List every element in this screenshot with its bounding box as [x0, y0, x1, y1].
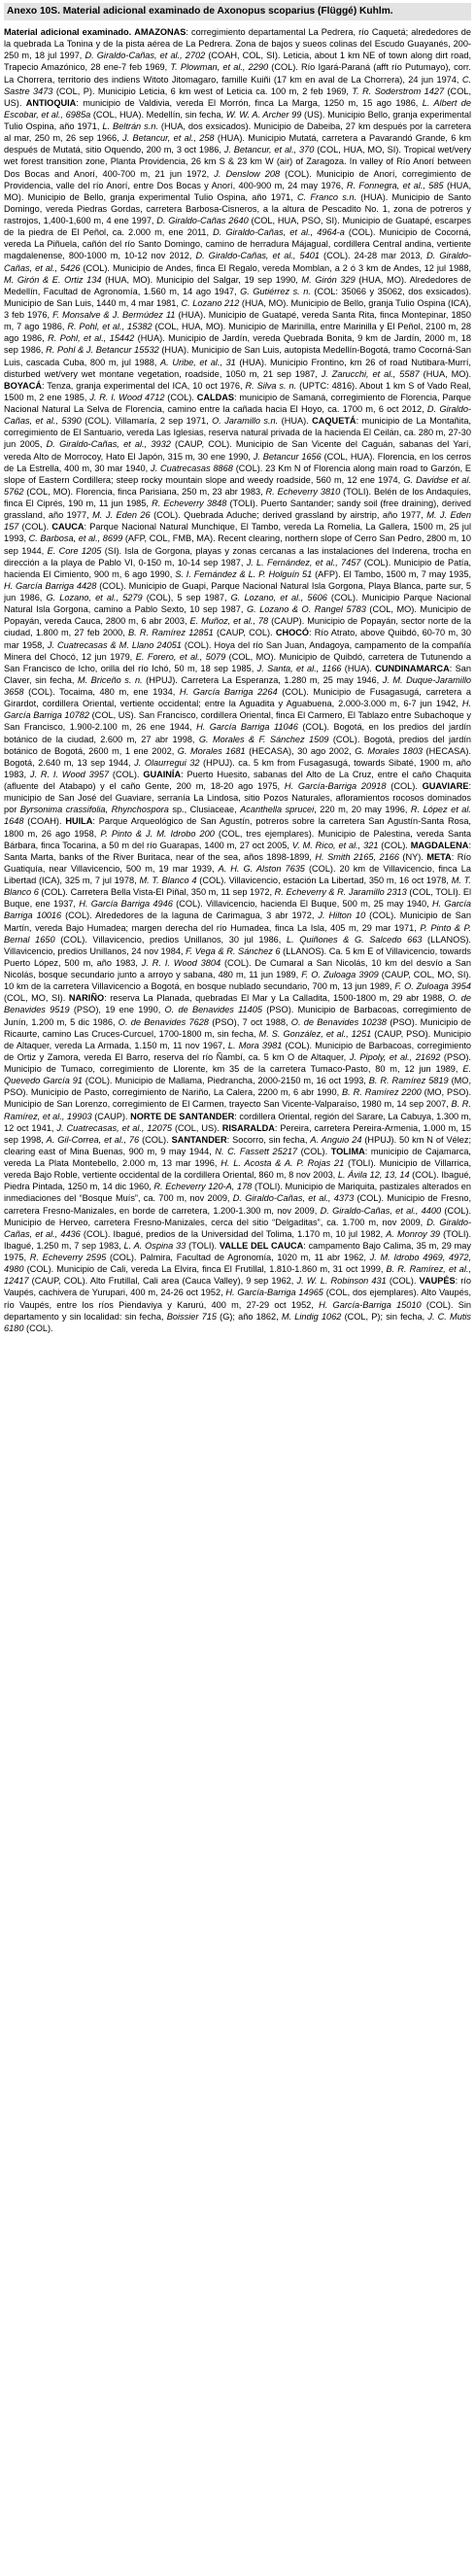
specimen-records [4, 27, 471, 1333]
collector-reference: D. Giraldo-Cañas, et al., 5426 [4, 251, 472, 273]
collector-reference: G. Lozano, et al., 5279 [46, 593, 143, 602]
collector-reference: T. R. Soderstrom 1427 [352, 86, 445, 96]
collector-reference: G. Morales 1803 [355, 745, 424, 756]
collector-reference: M. Girón & E. Ortiz 134 [4, 274, 102, 285]
collector-reference: O. Jaramillo s.n. [212, 416, 279, 427]
record-text: (COL). Municipio de Fresno, carretera Fresno-Manizales, en borde de carretera, 1.200-1.300 m, nov 2009, [4, 1193, 472, 1216]
record-text: (HPUJ). ca. 5 km from Fusagasugá, towards Sibaté, 1900 m, año 1983, [4, 757, 471, 779]
collector-reference: D. Giraldo-Cañas 2640 [156, 216, 249, 225]
collector-reference: J. Betancur, et al., 370 [223, 145, 315, 155]
collector-reference: D. Giraldo-Cañas, et al., 4400 [320, 1205, 442, 1216]
collector-reference: Acanthella sprucei [240, 805, 315, 815]
department-name: TOLIMA [330, 1146, 365, 1156]
record-text: (COL). [164, 392, 197, 402]
collector-reference: E. Quevedo García 91 [4, 1064, 471, 1086]
record-text: (CAUP, PSO). Municipio de Altaquer, vereda La Armada, 1.150 m, 11 nov 1967, [4, 1028, 472, 1050]
record-text: (COL). Municipio de Herveo, carretera Fresno-Manizales, cerca del sitio “Delgaditas”, ca. 1.700 m, nov 2009, [4, 1205, 471, 1227]
collector-reference: H. García-Barriga 20918 [284, 781, 387, 791]
collector-reference: G. Morales 1681 [177, 745, 246, 756]
collector-reference: H. L. Acosta & A. P. Rojas 21 [221, 1158, 345, 1168]
collector-reference: H. Smith 2165, 2166 [315, 851, 399, 862]
record-text: (COL, dos ejemplares). Alto Vaupés, río Vaupés, entre los ríos Piendaviya y Karurú, 400 m, 27-29 oct 1952, [4, 1288, 471, 1310]
record-text: : Río Guatiquía, near Villavicencio, 500 m, 19 mar 1939, [4, 851, 472, 874]
collector-reference: C. Sastre 3473 [4, 74, 471, 96]
record-text: (COL). Río Igará-Paraná (afft río Putumayo), corr. La Chorrera, territorio des indiens Witoto Jitomagaro, famille Kuiñi (17 km en aval de La Chorrera), 24 jun 1974, [4, 62, 471, 85]
record-text: (PSO), 7 oct 1988, [208, 1016, 291, 1027]
collector-reference: J. Zarucchi, et al., 5587 [321, 368, 420, 379]
record-text: sp., Clusiaceae, [168, 805, 241, 815]
record-text: (COL). Quebrada Aduche; derived grassland by airstrip, año 1977, [150, 510, 427, 521]
collector-reference: B. R. Ramírez, et al., 19903 [4, 1099, 471, 1121]
department-name: VAUPÉS [419, 1276, 456, 1287]
collector-reference: J. Cuatrecasas 8868 [151, 463, 233, 473]
record-text: (CAUP). Municipio de Popayán, sector norte de la ciudad, 1.800 m, 27 feb 2000, [4, 616, 471, 638]
collector-reference: C. Lozano 212 [181, 297, 240, 308]
record-text: (HUA, dos exsicados). Municipio de Dabeiba, 27 km después por la carretera al mar, 250 m, 26 sep 1966, [4, 121, 472, 144]
record-text: (CAUP, COL, MO, SI). 10 km de la carretera Villavicencio a Bogotá, en bosque nublado secundario, 700 m, 13 jun 1989, [4, 970, 471, 992]
record-text: (HPUJ). 50 km N of Vélez; clearing east of Mina Buenas, 900 m, 9 may 1944, [4, 1134, 472, 1156]
department-name: SANTANDER [171, 1134, 227, 1145]
record-text: (COL, TOLI). El Buque, ene 1937, [4, 887, 471, 910]
collector-reference: J. M. Idrobo 4969, 4972, 4980 [4, 1253, 472, 1275]
record-text: (COL, HUA, PSO, SI). Municipio de Guatapé, escarpes de la piedra de El Peñol, ca. 2.000 m, ene 2011, [4, 216, 471, 238]
collector-reference: Byrsonima crassifolia, Rhynchospora [19, 805, 169, 815]
collector-reference: E. Core 1205 [47, 545, 102, 556]
collector-reference: M. J. Eden 157 [4, 510, 471, 532]
collector-reference: C. Barbosa, et al., 8699 [28, 533, 123, 544]
collector-reference: D. Giraldo-Cañas, et al., 5401 [195, 251, 320, 261]
collector-reference: B. R. Ramírez 5819 [368, 1076, 449, 1086]
record-text: (COL, P). Municipio Leticia, 6 km west of Leticia ca. 100 m, 2 feb 1969, [52, 86, 353, 96]
record-text: (COAH). [23, 816, 66, 827]
collector-reference: D. Giraldo-Cañas, et al., 3932 [46, 439, 171, 450]
record-text: (PSO). Municipio de Ricaurte, camino Las Cruces-Curcuel, 1700-1800 m, sin fecha, [4, 1016, 471, 1039]
collector-reference: M. Briceño s. n. [77, 674, 143, 685]
record-text: (COL). [386, 1276, 420, 1287]
record-text: (COL, HUA). Florencia, en los cerros de La Estrella, 400 m, 30 mar 1940, [4, 451, 471, 473]
department-name: AMAZONAS [134, 27, 187, 37]
collector-reference: P. Pinto & P. Bernal 1650 [4, 922, 472, 945]
department-name: NORTE DE SANTANDER [130, 1111, 235, 1121]
collector-reference: H. García Barriga 10016 [4, 899, 472, 921]
record-text: : municipio de Valdivia, vereda El Morrón, finca La Marga, 1250 m, 15 ago 1986, [76, 97, 423, 108]
record-text: (COL). [109, 769, 144, 779]
collector-reference: H. García Barriga 4428 [4, 580, 97, 591]
record-text: (COL). Villavicencio, hacienda El Buque, 500 m, 25 may 1940, [172, 899, 432, 910]
collector-reference: L. Ávila 12, 13, 14 [337, 1170, 410, 1181]
record-text: : río Vaupés, cachivera de Yurupari, 400 m, 24-26 oct 1952, [4, 1276, 472, 1298]
record-text: (HUA, MO). [419, 368, 472, 379]
record-text: : municipio de Samaná, corregimiento de Florencia, Parque Nacional Natural La Selva de Florencia, camino entre la cañada hacia El Hoyo, ca. 1700 m, 6 oct 2012, [4, 392, 472, 414]
record-text: (COL). Municipio de Barbacoas, corregimiento de Ortiz y Zamora, vereda El Barro, reserva del río Ñambí, ca. 5 km O de Altaquer, [4, 1040, 472, 1062]
collector-reference: J. R. I. Wood 4712 [89, 392, 165, 402]
collector-reference: H. García-Barriga 15010 [319, 1299, 422, 1310]
record-text: (COL). Municipio Parque Nacional Natural Isla Gorgona, camino a Pablo Sexto, 10 sep 1987, [4, 593, 471, 615]
collector-reference: A. H. G. Alston 7635 [218, 863, 305, 874]
record-text: (COL: 35066 y 35062, dos exsicados). Municipio de San Luis, 1440 m, 4 mar 1981, [4, 286, 472, 308]
collector-reference: M. T. Blanco 4 [139, 876, 197, 885]
collector-reference: R. Silva s. n. [245, 380, 297, 391]
record-text: (COL). De Cumaral a San Nicolás, 10 km del desvío a San Nicolás, bosque secundario junto a arroyo y sabana, 480 m, 11 jun 1989, [4, 957, 472, 979]
record-text: : Tenza, granja experimental del ICA, 10 oct 1976, [41, 380, 246, 391]
record-text: (HUA, MO). Municipio del Salgar, 19 sep 1990, [101, 274, 302, 285]
collector-reference: A. Anguio 24 [310, 1134, 362, 1145]
record-text: : San Claver, sin fecha, [4, 663, 472, 685]
collector-reference: G. Morales & F. Sánchez 1509 [198, 734, 329, 744]
record-text: (COL, P); sin fecha, [341, 1311, 428, 1322]
collector-reference: H. García Barriga 4946 [79, 899, 173, 910]
record-text: (HUA). [341, 663, 376, 673]
section-lead: Material adicional examinado. [4, 27, 132, 37]
collector-reference: C. Franco s.n. [297, 191, 357, 202]
record-text: (COL, US). [4, 86, 471, 108]
collector-reference: D. Giraldo-Cañas, et al., 4964-a [213, 227, 345, 238]
record-text: (COL). Alrededores de la laguna de Carimagua, 3 abr 1972, [61, 910, 319, 921]
record-text: (NY). [398, 851, 427, 862]
collector-reference: H. García Barriga 2264 [179, 687, 278, 697]
record-text: (COL, MO). Florencia, finca Parisiana, 250 m, 23 abr 1983, [23, 486, 266, 497]
collector-reference: G. Gutiérrez s. n. [240, 286, 311, 296]
record-text: (COL). [378, 840, 411, 850]
record-text: (COL, MO). Municipio de Quibdó, carretera de Tutunendo a San Francisco de Icho, orilla del río Ichó, 50 m, 18 sep 1985, [4, 651, 471, 673]
collector-reference: J. Santa, et al., 1166 [256, 663, 342, 673]
collector-reference: J. R. I. Wood 3804 [141, 957, 221, 968]
record-text: (TOLI). Municipio de Mariquita, pastizales alterados en inmediaciones del “Bosque Muís”, ca. 700 m, nov 2009, [4, 1182, 471, 1204]
collector-reference: R. Echeverry & R. Jaramillo 2313 [274, 887, 407, 898]
collector-reference: V. M. Rico, et al., 321 [291, 840, 379, 850]
record-text: (COL). Municipio de Mallama, Piedrancha, 2000-2150 m, 16 oct 1993, [82, 1076, 369, 1086]
record-text: : Pereira, carretera Pereira-Armenia, 1.000 m, 15 sep 1998, [4, 1122, 472, 1145]
collector-reference: J. C. Mutis 6180 [4, 1311, 472, 1333]
record-text: (COL, HUA, MO). Municipio de Marinilla, entre Marinilla y El Peñol, 2100 m, 28 ago 1986, [4, 322, 471, 344]
department-name: HUILA [65, 816, 93, 827]
department-name: RISARALDA [221, 1122, 275, 1133]
record-text: (PSO). Municipio de Barbacoas, corregimiento de Junín, 1.200 m, 5 dic 1986, [4, 1005, 471, 1027]
annex-title: Anexo 10S. Material adicional examinado de Axonopus scoparius (Flüggé) Kuhlm. [4, 3, 471, 20]
record-text: (COL). [23, 1322, 53, 1333]
collector-reference: J. R. I. Wood 3957 [29, 769, 110, 779]
collector-reference: R. Echeverry 2595 [29, 1253, 107, 1262]
record-text: (COL). Municipio de Cali, vereda La Elvira, finca El Frutillal, 1.810-1.860 m, 31 oct 1999, [23, 1264, 387, 1275]
record-text: (AFP). El Tambo, 1500 m, 7 may 1935, [312, 568, 471, 579]
record-text: (COL). [386, 781, 423, 791]
record-text: (HECASA), 30 ago 2002, [245, 745, 356, 756]
collector-reference: F. O. Zuloaga 3954 [394, 981, 471, 992]
record-text: (COAH, COL, SI). Leticia, about 1 km NE of town along dirt road, Trapecio Amazónico, 28 ene-7 feb 1969, [4, 51, 472, 73]
collector-reference: M. T. Blanco 6 [4, 876, 471, 898]
record-text: (COL). Ibagué, Piedra Pintada, 1250 m, 14 dic 1960, [4, 1170, 471, 1192]
record-text: (COL). Ibagué, predios de la Universidad del Tolima, 1.170 m, 10 jul 1982, [80, 1228, 387, 1239]
collector-reference: L. A. Ospina 33 [123, 1240, 187, 1251]
record-text: , 220 m, 20 may 1996, [314, 805, 411, 815]
collector-reference: H. García Barriga 10782 [4, 699, 471, 721]
collector-reference: P. Pinto & J. M. Idrobo 200 [100, 828, 215, 839]
collector-reference: J. Betancur 1656 [253, 451, 322, 462]
record-text: : Río Atrato, above Quibdó, 60-70 m, 30 mar 1958, [4, 628, 471, 650]
department-name: BOYACÁ [4, 380, 42, 391]
record-text: : municipio de San José del Guaviare, serranía La Lindosa, sitio Pozos Naturales, afloramientos rocosos dominados por [4, 781, 472, 815]
collector-reference: O. de Benavides 11405 [164, 1005, 262, 1015]
department-name: GUAVIARE [422, 781, 469, 791]
collector-reference: Boissier 715 [166, 1311, 217, 1322]
record-text: (COL, HUA, MO, SI). Tropical wet/very wet forest transition zone, Planta Providencia, 26 km S & 23 km W (air) of Zaragoza. In valley of Río Anorí between Dos Bocas and Anorí, 400-700 m, 21 jun 1972, [4, 145, 471, 179]
collector-reference: J. Pipoly, et al., 21692 [349, 1051, 441, 1062]
record-text: (SI). Isla de Gorgona, playas y zonas cercanas a las instalaciones del Inderena, trocha en dirección a la playa de Pablo VI, 0-150 m, 10-14 sep 1987, [4, 545, 472, 567]
record-text: (HUA). Municipio de Guatapé, vereda Santa Rita, finca Montepinar, 1850 m, 7 ago 1986, [4, 310, 471, 332]
record-text: (COL). [18, 522, 52, 532]
collector-reference: F. O. Zuloaga 3909 [301, 970, 379, 979]
collector-reference: G. Lozano & O. Rangel 5783 [246, 604, 366, 615]
collector-reference: A. Gil-Correa, et al., 76 [46, 1134, 140, 1145]
record-text: (CAUP, COL). Municipio de San Vicente del Caguán, sabanas del Yarí, vereda Alto de Morrocoy, Hato El Japón, 315 m, 30 ene 1990, [4, 439, 471, 462]
record-text: (UPTC: 4816). About 1 km S of Vado Real, 1500 m, 2 ene 1985, [4, 380, 471, 402]
record-text: (PSO), 19 ene 1990, [69, 1005, 165, 1015]
department-name: NARIÑO [68, 993, 105, 1004]
record-text: : reserva La Planada, quebradas El Mar y La Calladita, 1500-1800 m, 29 abr 1988, [104, 993, 449, 1004]
record-text: (PSO). Municipio de Tumaco, corregimiento de Llorente, km 35 de la carretera Tumaco-Pasto, 80 m, 12 jun 1989, [4, 1051, 471, 1074]
collector-reference: H. García-Barriga 14965 [225, 1288, 323, 1298]
collector-reference: J. Denslow 208 [214, 168, 281, 179]
record-text: (HUA, MO). Municipio de Bello, granja Tulio Ospina (ICA), 3 feb 1976, [4, 297, 471, 320]
record-text: (US). Municipio Bello, granja experimental Tulio Ospina, año 1971, [4, 109, 471, 131]
collector-reference: M. Girón 329 [301, 274, 356, 285]
record-text: (COL). Sin departamento y sin localidad: sin fecha, [4, 1299, 471, 1322]
collector-reference: R. Pohl, et al., 15382 [67, 322, 153, 332]
collector-reference: R. Pohl & J. Betancur 15532 [46, 345, 159, 356]
record-text: (COL). Municipio de Guapi, Parque Nacional Natural Isla Gorgona, Playa Blanca, parte sur, 5 jun 1986, [4, 580, 471, 602]
collector-reference: L. Mora 3981 [227, 1040, 283, 1050]
department-name: GUAINÍA [143, 769, 182, 779]
record-text: (CAUP, COL). Alto Frutillal, Cali area (Cauca Valley), 9 sep 1962, [28, 1276, 297, 1287]
collector-reference: L. Beltrán s.n. [102, 121, 158, 131]
collector-reference: R. Echeverry 3810 [265, 486, 341, 497]
collector-reference: R. Pohl, et al., 15442 [48, 333, 135, 344]
record-text: (COL). Municipio de Anorí, corregimiento de Providencia, valle del río Anorí, entre Dos Bocas y Anorí, 400-900 m, 24 may 1976, [4, 168, 471, 190]
collector-reference: R. Echeverry 3848 [152, 498, 227, 508]
department-name: CUNDINAMARCA [375, 663, 450, 673]
record-text: : corregimiento departamental La Pedrera, río Caquetá; alrededores de la quebrada La Tonina y de la pista aérea de La Pedrera. Zona de bajos y sueos colinas del Escudo Guayanés, 200-250 m, 18 jul 1997, [4, 27, 471, 61]
record-text: (LLANOS). Ca. 5 km E of Villavicencio, towards Puerto López, 500 m, año 1983, [4, 945, 471, 968]
collector-reference: L. Albert de Escobar, et al., 6985a [4, 97, 472, 120]
record-text: (MO, PSO). Municipio de Pasto, corregimiento de Nariño, La Calera, 2200 m, 6 abr 1990, [4, 1076, 471, 1098]
record-text: (COL). 20 km de Villavicencio, finca La Libertad (ICA), 325 m, 7 jul 1978, [4, 863, 471, 885]
collector-reference: T. Plowman, et al., 2290 [170, 62, 269, 73]
record-text: (COL, HUA). Medellín, sin fecha, [90, 109, 226, 120]
record-text: (LLANOS). Villavicencio, predios Unillanos, 24 nov 1984, [4, 934, 471, 956]
collector-reference: A. Uribe, et al., 31 [160, 357, 236, 367]
department-name: CALDAS [196, 392, 234, 402]
record-text: (COL). Hoya del río San Juan, Andagoya, campamento de la compañía Minera del Chocó, 12 jun 1979, [4, 639, 471, 662]
record-text: (G); año 1862, [216, 1311, 282, 1322]
record-text: (HUA). Municipio de Santo Domingo, vereda Piedras Gordas, carretera Barbosa-Cisneros, a la altura de Pescadito No. 1, zona de potreros y rastrojos, 1,400-1,600 m, 4 ene 1997, [4, 191, 471, 225]
collector-reference: A. Monroy 39 [386, 1228, 440, 1239]
record-text: (TOLI). [186, 1240, 220, 1251]
record-text: (HPUJ). Carretera La Esperanza, 1.280 m, 25 may 1946, [142, 674, 383, 685]
record-text: (HUA, MO). Municipio de Bello, granja experimental Tulio Ospina, año 1971, [4, 180, 472, 202]
record-text: (COL). Municipio de San Martín, vereda Bajo Humadea; margen derecha del río Humadea, finca La Isla, 405 m, 29 mar 1971, [4, 910, 472, 933]
collector-reference: F. Vega & R. Sánchez 6 [186, 945, 281, 956]
collector-reference: D. Giraldo-Cañas, et al., 5390 [4, 404, 471, 427]
department-name: CAUCA [51, 522, 85, 532]
collector-reference: M. J. Eden 26 [92, 510, 151, 521]
record-text: (HUA). Municipio Mutatá, carretera a Pavarandó Grande, 6 km después de Mutatá, sitio Oquendo, 200 m, 3 oct 1986, [4, 133, 471, 155]
collector-reference: S. I. Fernández & L. P. Holguín 51 [175, 568, 313, 579]
record-text: : municipio de La Montañita, corregimiento de El Santuario, vereda Las Iglesias, reserva natural privada de la hacienda El Ceilán, ca. 280 m, 27-30 jun 2005, [4, 416, 472, 450]
collector-reference: D. Giraldo-Cañas, et al., 2702 [85, 51, 206, 61]
record-text: : campamento Bajo Calima, 35 m, 29 may 1975, [4, 1240, 472, 1262]
record-text: : Parque Nacional Natural Munchique, El Tambo, vereda La Romelia, La Gallera, 1500 m, 25 jul 1993, [4, 522, 471, 544]
collector-reference: G. Lozano, et al., 5606 [230, 593, 327, 602]
record-text: (TOLI). Puerto Santander; sandy soil (free draining), derived grassland, año 1977, [4, 498, 472, 521]
record-text: (AFP, COL, FMB, MA). Recent clearing, northern slope of Cerro San Pedro, 2800 m, 10 sep 1944, [4, 533, 471, 556]
record-text: (MO, PSO). Municipio de San Lorenzo, corregimiento de El Carmen, trayecto San Vicente-Valparaíso, 1980 m, 14 sep 2007, [4, 1087, 472, 1110]
department-name: CAQUETÁ [312, 416, 356, 427]
record-text: (COL). 23 Km N of Florencia along main road to Garzón, E slope of Eastern Cordillera; steep rocky mountain slope and weedy roadside, 560 m, 12 ene 1974, [4, 463, 472, 485]
record-text: : Santa Marta, banks of the River Buritaca, near of the sea, años 1898-1899, [4, 840, 471, 862]
record-text: (COL). Villamaría, 2 sep 1971, [81, 416, 213, 427]
collector-reference: G. Davidse et al. 5762 [4, 474, 471, 497]
collector-reference: O. de Benavides 7628 [118, 1016, 209, 1027]
collector-reference: J. L. Fernández, et al., 7457 [246, 557, 361, 567]
collector-reference: H. García Barriga 11046 [196, 722, 298, 733]
collector-reference: M. S. González, et al., 1251 [258, 1028, 372, 1039]
record-text: : municipio de Cajamarca, vereda La Plata Montebello, 2.000 m, 13 mar 1996, [4, 1146, 471, 1168]
department-name: MAGDALENA [410, 840, 469, 850]
record-text: (COL). [139, 1134, 172, 1145]
record-text: (COL). Carretera Bella Vista-El Piñal, 350 m, 11 sep 1972, [38, 887, 275, 898]
record-text: (CAUP). [91, 1111, 131, 1121]
collector-reference: R. Fonnegra, et al., 585 [346, 180, 444, 190]
department-name: ANTIOQUIA [25, 97, 77, 108]
record-text: (COL, US). San Francisco, cordillera Oriental, finca El Carmero, El Tablazo entre Subachoque y San Francisco, 1.900-2.100 m, 26 ene 1944, [4, 710, 471, 733]
collector-reference: R. Echeverry 120-A, 178 [153, 1182, 253, 1192]
record-text: (COL, US). [171, 1122, 222, 1133]
record-text: (COL). [297, 1146, 331, 1156]
record-text: (COL, tres ejemplares). Municipio de Palestina, vereda Santa Bárbara, finca Tocarina, a 50 m del río Guarapas, 1400 m, 27 oct 2005, [4, 828, 471, 850]
record-text: (TOLI). Belén de los Andaquíes, finca El Ciprés, 190 m, 11 jun 1985, [4, 486, 471, 508]
specimen-list-paragraph [4, 26, 471, 1334]
collector-reference: J. Olaurregui 32 [134, 757, 200, 768]
collector-reference: J. Betancur, et al., 258 [121, 133, 215, 144]
record-text: (HUA). [278, 416, 313, 427]
record-text: (HUA). Municipio de San Luis, autopista Medellín-Bogotá, tramo Cocorná-San Luis, cascada Cuba, 800 m, jul 1988, [4, 345, 471, 367]
collector-reference: W. W. A. Archer 99 [225, 109, 302, 120]
collector-reference: R. López et al. 1648 [4, 805, 471, 827]
record-text: : Socorro, sin fecha, [226, 1134, 311, 1145]
record-text: (COL), 5 sep 1987, [142, 593, 231, 602]
record-text: (COL). Bogotá, en los predios del jardín botánico de la ciudad, 2.600 m, 27 abr 1998, [4, 722, 471, 744]
record-text: (TOLI). Municipio de Villarrica, vereda Bajo Roble, vertiente occidental de la cordillera Oriental, 860 m, 8 nov 2003, [4, 1158, 472, 1181]
collector-reference: E. Muñoz, et al., 78 [189, 616, 269, 627]
collector-reference: J. Cuatrecasas, et al., 12075 [56, 1122, 172, 1133]
record-text: (COL). Tocaima, 480 m, ene 1934, [23, 687, 180, 697]
record-text: (HECASA). Bogotá, 2.640 m, 13 sep 1944, [4, 745, 472, 768]
record-text: (COL, MO). Municipio de Popayán, vereda Cauca, 2800 m, 6 abr 2003, [4, 604, 472, 627]
collector-reference: J. W. L. Robinson 431 [296, 1276, 387, 1287]
record-text: (COL). Bogotá, predios del jardín botánico de Bogotá, 2600 m, 1 ene 2002, [4, 734, 471, 756]
collector-reference: F. Monsalve & J. Bermúdez 11 [52, 310, 176, 320]
collector-reference: J. Cuatrecasas & M. Llano 24051 [47, 639, 182, 650]
collector-reference: L. Quiñones & G. Salcedo 663 [286, 934, 423, 945]
collector-reference: M. Lindig 1062 [281, 1311, 342, 1322]
collector-reference: D. Giraldo-Cañas, et al., 4373 [232, 1193, 355, 1204]
record-text: (TOLI). Ibagué, 1.250 m, 7 sep 1983, [4, 1228, 472, 1251]
record-text: (COL). Municipio de Patía, hacienda El Cimiento, 900 m, 6 ago 1990, [4, 557, 471, 579]
department-name: META [426, 851, 452, 862]
collector-reference: O. de Benavides 9519 [4, 993, 471, 1015]
record-text: : Parque Arqueológico de San Agustín, potreros sobre la carretera San Agustín-Santa Rosa, 1800 m, 26 ago 1958, [4, 816, 471, 839]
department-name: VALLE DEL CAUCA [219, 1240, 304, 1251]
collector-reference: E. Forero, et al., 5079 [135, 651, 226, 662]
collector-reference: J. M. Duque-Jaramillo 3658 [4, 674, 472, 697]
record-text: (COL). 24-28 mar 2013, [319, 251, 427, 261]
department-name: CHOCÓ [275, 628, 310, 638]
record-text: (COL). Palmira, Facultad de Agronomía, 1020 m, 11 abr 1962, [106, 1253, 370, 1262]
collector-reference: O. de Benavides 10238 [290, 1016, 388, 1027]
collector-reference: B. R. Ramírez 2200 [342, 1087, 422, 1098]
collector-reference: D. Giraldo-Cañas, et al., 4436 [4, 1217, 471, 1239]
record-text: (COL). Villavicencio, predios Unillanos, 30 jul 1986, [54, 934, 287, 945]
collector-reference: B. R. Ramírez 12851 [128, 628, 214, 638]
record-text: (COL). Municipio de Fusagasugá, carretera a Girardot, cordillera Oriental, vertiente occidental; entre la Aguadita y Aguabuena, 2.000-3.000 m, 6-7 jun 1942, [4, 687, 471, 709]
record-text: (CAUP, COL). [213, 628, 276, 638]
record-text: (HUA). Municipio de Jardín, vereda Quebrada Bonita, 9 km de Jardín, 2000 m, 18 sep 1986, [4, 333, 471, 356]
record-text: : Puerto Huesito, sabanas del Alto de La Cruz, entre el caño Chaquita (afluente del Atabapo) y el caño Gente, 200 m, 18-20 ago 1975, [4, 769, 472, 791]
record-text: (COL). Villavicencio, estación La Libertad, 350 m, 16 oct 1978, [196, 876, 452, 885]
collector-reference: J. Hilton 10 [318, 910, 366, 921]
collector-reference: N. C. Fassett 25217 [215, 1146, 298, 1156]
record-text: (COL). Municipio de Cocorná, vereda La Piñuela, cañón del río Santo Domingo, camino de herradura Májagual, cordillera Central andina, vertiente magdalenense, 800-1000 m, 10-12 nov 2012, [4, 227, 471, 261]
record-text: (COL). Municipio de Andes, finca El Regalo, vereda Momblan, a 2 ó 3 km de Andes, 12 jul 1988, [80, 262, 471, 273]
record-text: (HUA). Municipio Frontino, km 26 of road Nutibara-Murrí, disturbed wet/very wet montane vegetation, roadside, 1050 m, 21 sep 1987, [4, 357, 471, 379]
collector-reference: B. R. Ramírez, et al., 12417 [4, 1264, 471, 1287]
record-text: (HUA, MO). Alrededores de Medellín, Facultad de Agronomía, 1.560 m, 14 ago 1947, [4, 274, 472, 296]
record-text: (COL, MO, SI). [4, 993, 69, 1004]
record-text: : cordillera Oriental, región del Sarare, La Cabuya, 1.300 m, 12 oct 1941, [4, 1111, 471, 1133]
